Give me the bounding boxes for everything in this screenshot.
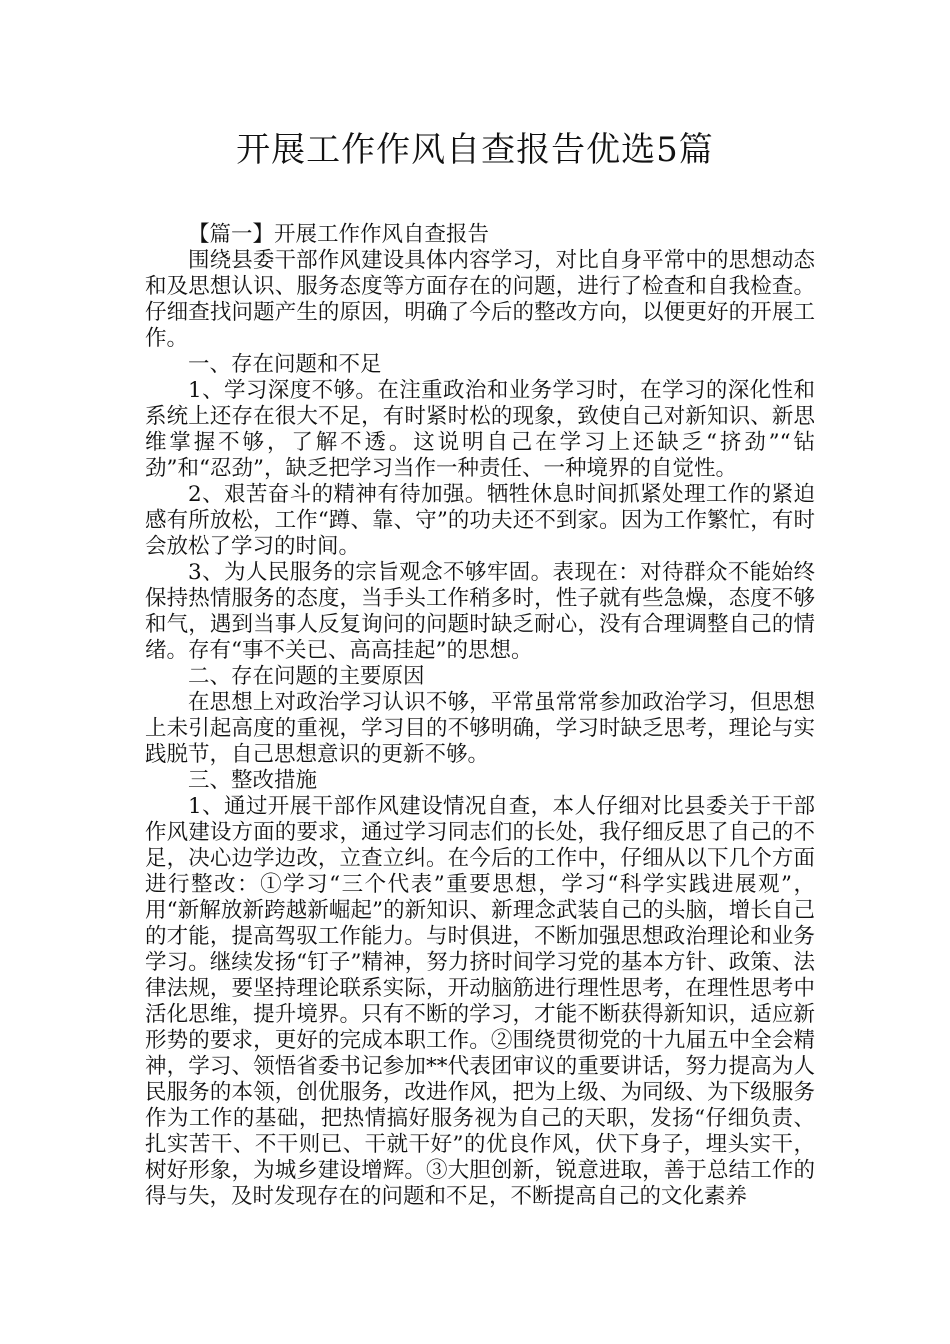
paragraph: 2、艰苦奋斗的精神有待加强。牺牲休息时间抓紧处理工作的紧迫感有所放松，工作“蹲、靠、守”的功夫还不到家。因为工作繁忙，有时会放松了学习的时间。 — [145, 482, 815, 559]
paragraph: 1、通过开展干部作风建设情况自查，本人仔细对比县委关于干部作风建设方面的要求，通过学习同志们的长处，我仔细反思了自己的不足，决心边学边改，立查立纠。在今后的工作中，仔细从以下几个方面进行整改：①学习“三个代表”重要思想，学习“科学实践进展观”，用“新解放新跨越新崛起”的新知识、新理念武装自己的头脑，增长自己的才能，提高驾驭工作能力。与时俱进，不断加强思想政治理论和业务学习。继续发扬“钉子”精神，努力挤时间学习党的基本方针、政策、法律法规，要坚持理论联系实际，开动脑筋进行理性思考，在理性思考中活化思维，提升境界。只有不断的学习，才能不断获得新知识，适应新形势的要求，更好的完成本职工作。②围绕贯彻党的十九届五中全会精神，学习、领悟省委书记参加**代表团审议的重要讲话，努力提高为人民服务的本领，创优服务，改进作风，把为上级、为同级、为下级服务作为工作的基础，把热情搞好服务视为自己的天职，发扬“仔细负责、扎实苦干、不干则已、干就干好”的优良作风，伏下身子，埋头实干，树好形象，为城乡建设增辉。③大胆创新，锐意进取，善于总结工作的得与失，及时发现存在的问题和不足，不断提高自己的文化素养 — [145, 794, 815, 1209]
paragraph: 在思想上对政治学习认识不够，平常虽常常参加政治学习，但思想上未引起高度的重视，学习目的不够明确，学习时缺乏思考，理论与实践脱节，自己思想意识的更新不够。 — [145, 690, 815, 767]
document-title: 开展工作作风自查报告优选5篇 — [236, 130, 714, 170]
paragraph: 围绕县委干部作风建设具体内容学习，对比自身平常中的思想动态和及思想认识、服务态度等方面存在的问题，进行了检查和自我检查。仔细查找问题产生的原因，明确了今后的整改方向，以便更好的开展工作。 — [145, 248, 815, 351]
subsection-heading: 一、存在问题和不足 — [188, 352, 382, 377]
paragraph: 3、为人民服务的宗旨观念不够牢固。表现在：对待群众不能始终保持热情服务的态度，当手头工作稍多时，性子就有些急燥，态度不够和气，遇到当事人反复询问的问题时缺乏耐心，没有合理调整自己的情绪。存有“事不关已、高高挂起”的思想。 — [145, 560, 815, 663]
paragraph: 1、学习深度不够。在注重政治和业务学习时，在学习的深化性和系统上还存在很大不足，有时紧时松的现象，致使自己对新知识、新思维掌握不够，了解不透。这说明自己在学习上还缺乏“挤劲”“钻劲”和“忍劲”，缺乏把学习当作一种责任、一种境界的自觉性。 — [145, 378, 815, 481]
subsection-heading: 二、存在问题的主要原因 — [188, 664, 425, 689]
document-body — [145, 222, 815, 1210]
subsection-heading: 三、整改措施 — [188, 768, 318, 793]
section-heading: 【篇一】开展工作作风自查报告 — [188, 222, 490, 247]
